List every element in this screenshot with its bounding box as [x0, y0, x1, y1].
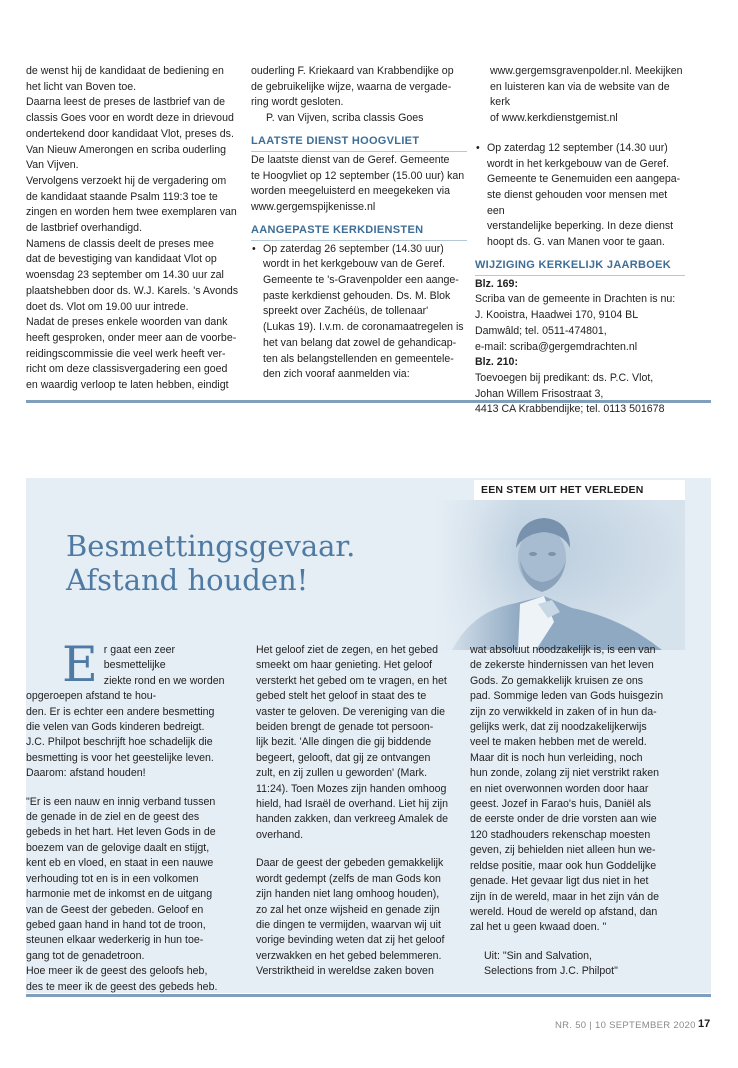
text-line: zingen en worden hem twee exemplaren van — [26, 206, 237, 219]
text-line: begeert, gelooft, dat gij ze ontvangen — [256, 751, 431, 764]
text-line: en niet overwonnen worden door haar — [470, 782, 649, 795]
text-line: Het geloof ziet de zegen, en het gebed — [256, 644, 438, 656]
text-line: hoopt ds. G. van Manen voor te gaan. — [487, 236, 665, 249]
text-line: opgeroepen afstand te hou- — [26, 690, 157, 703]
text-line: Daarom: afstand houden! — [26, 767, 146, 780]
text-line: Gods. Zo gemakkelijk kruisen ze ons — [470, 674, 644, 687]
section-divider-top — [26, 400, 711, 403]
text-line: en waardig verloop te laten hebben, eindigt — [26, 379, 229, 392]
aangepaste-heading: AANGEPASTE KERKDIENSTEN — [251, 223, 424, 236]
text-line: verhouding tot en is in een volkomen — [26, 872, 199, 885]
page-number: 17 — [698, 1018, 711, 1030]
text-line: die dingen te vermijden, waarvan wij uit — [256, 918, 441, 931]
text-line: van de Geest der gebeden. Geloof en — [26, 903, 204, 916]
text-line: de eerste onder de drie vorsten aan wie — [470, 813, 657, 826]
text-line: genade. Het gevaar ligt dus niet in het — [470, 875, 649, 888]
continued-text — [475, 64, 685, 127]
text-line: richt om deze classisvergadering een goed — [26, 363, 228, 376]
text-line: dat de bevestiging van kandidaat Vlot op — [26, 253, 217, 266]
text-line: gelijks werk, dat zij noodzakelijkerwijs — [470, 721, 647, 734]
text-line: geest. Jozef in Farao's huis, Daniël als — [470, 798, 652, 811]
text-line: die velen van Gods kinderen bedreigt. — [26, 721, 205, 734]
text-line: wordt in het kerkgebouw van de Geref. — [263, 258, 445, 271]
text-line: reldse positie, maar ook hun Goddelijke — [470, 859, 657, 872]
text-line: des te meer ik de geest des gebeds heb. — [26, 980, 218, 993]
bullet-item — [475, 141, 685, 251]
text-line: Maar dit is noch hun verleiding, noch — [470, 751, 643, 764]
text-line: gebed gaan hand in hand tot de troon, — [26, 918, 206, 931]
text-line: lijk bezit. 'Alle dingen die gij biddende — [256, 736, 432, 749]
text-line: • Op zaterdag 26 september (14.30 uur) — [263, 242, 444, 255]
text-line: gebeds in het hart. Het leven Gods in de — [26, 826, 216, 839]
text-line: het licht van Boven toe. — [26, 80, 137, 93]
text-line: spreekt over Zachéüs, de tollenaar' — [263, 305, 429, 318]
text-line: worden meegeluisterd en meegekeken via — [251, 185, 451, 198]
text-line: Gemeente te 's-Gravenpolder een aange- — [263, 274, 459, 287]
text-line: ouderling F. Kriekaard van Krabbendijke op — [251, 65, 454, 77]
hoogvliet-heading: LAATSTE DIENST HOOGVLIET — [251, 134, 420, 147]
text-line: besmetting is voor het geestelijke leven. — [26, 751, 214, 764]
text-line: de lastbrief overhandigd. — [26, 222, 143, 235]
text-line: De laatste dienst van de Geref. Gemeente — [251, 153, 450, 166]
text-line: en luisteren kan via de website van de kerk — [490, 80, 670, 109]
text-line: (Lukas 19). I.v.m. de coronamaatregelen is — [263, 321, 464, 334]
text-line: wereld. Houd de wereld op afstand, dan — [470, 905, 658, 918]
text-line: 120 stadhouders rekenschap moesten — [470, 828, 651, 841]
text-line: e-mail: scriba@gergemdrachten.nl — [475, 340, 638, 353]
top-column-2 — [251, 64, 467, 383]
text-line: zijn zo verwikkeld in zaken of in hun da- — [470, 705, 657, 718]
text-line: ziekte rond en we worden — [103, 674, 225, 687]
text-line: ring wordt gesloten. — [251, 96, 344, 109]
text-line: Vervolgens verzoekt hij de vergadering om — [26, 174, 227, 187]
text-line: wordt in het kerkgebouw van de Geref. — [487, 157, 669, 170]
text-line: veel te maken hebben met de wereld. — [470, 736, 647, 749]
text-line: Gemeente te Genemuiden een aangepa- — [487, 173, 681, 186]
article-column-1 — [26, 636, 236, 995]
citation-line: Selections from J.C. Philpot" — [484, 965, 618, 978]
text-line: Daar de geest der gebeden gemakkelijk — [256, 857, 444, 870]
text-line: woensdag 23 september om 14.30 uur zal — [26, 269, 224, 282]
text-line: pad. Sommige leden van Gods huisgezin — [470, 690, 664, 703]
top-column-1 — [26, 64, 242, 394]
text-line: beiden brengt de genade tot persoon- — [256, 721, 434, 734]
text-line: zo zal het onze wijsheid en genade zijn — [256, 903, 440, 916]
text-line: doet ds. Vlot om 19.00 uur intrede. — [26, 300, 189, 313]
text-line: www.gergemsgravenpolder.nl. Meekijken — [490, 65, 683, 77]
text-line: verzwakken en het gebed belemmeren. — [256, 949, 442, 962]
text-line: Van Nieuw Amerongen en scriba ouderling — [26, 143, 227, 156]
section-label: EEN STEM UIT HET VERLEDEN — [474, 480, 685, 500]
text-line: den zich vooraf aanmelden via: — [263, 368, 410, 381]
text-line: Scriba van de gemeente in Drachten is nu: — [475, 293, 676, 306]
top-column-3 — [475, 64, 685, 418]
text-line: zijn ín de wereld, maar in het zijn ván de — [470, 890, 660, 903]
text-line: Namens de classis deelt de preses mee — [26, 237, 214, 250]
text-line: den. Er is echter een andere besmetting — [26, 705, 215, 718]
portrait-illustration — [432, 500, 685, 650]
title-line-2: Afstand houden! — [66, 563, 309, 597]
text-line: wordt gedempt (zelfs de man Gods kon — [256, 872, 441, 885]
text-line: harmonie met de inkomst en de uitgang — [26, 888, 213, 901]
text-line: Nadat de preses enkele woorden van dank — [26, 316, 228, 329]
article-column-3 — [470, 643, 680, 980]
text-line: verstandelijke beperking. In deze dienst — [487, 220, 674, 233]
divider — [251, 240, 467, 241]
text-line: J. Kooistra, Haadwei 170, 9104 BL — [475, 309, 639, 322]
text-line: Johan Willem Frisostraat 3, — [475, 387, 604, 400]
text-line: Damwâld; tel. 0511-474801, — [475, 324, 607, 337]
text-line: 4413 CA Krabbendijke; tel. 0113 501678 — [475, 403, 665, 416]
text-line: gebed stelt het geloof in staat des te — [256, 690, 427, 703]
text-line: paste kerkdienst gehouden. Ds. M. Blok — [263, 289, 451, 302]
bullet-item — [251, 242, 467, 383]
text-line: handen zakken, dan verkreeg Amalek de — [256, 813, 448, 826]
text-line: de wenst hij de kandidaat de bediening en — [26, 65, 224, 77]
text-line: of www.kerkdienstgemist.nl — [490, 112, 618, 125]
text-line: hield, had Israël de overhand. Liet hij zijn — [256, 798, 448, 811]
signature: P. van Vijven, scriba classis Goes — [266, 112, 424, 125]
text-line: zult, en zij zullen u geworden' (Mark. — [256, 767, 428, 780]
divider — [475, 275, 685, 276]
text-line: Hoe meer ik de geest des geloofs heb, — [26, 965, 208, 978]
text-line: heeft gesproken, onder meer aan de voorbe- — [26, 331, 237, 344]
text-line: overhand. — [256, 828, 304, 841]
text-line: zijn handen niet lang omhoog houden), — [256, 888, 440, 901]
text-line: de zekerste hindernissen van het leven — [470, 659, 654, 672]
text-line: zal het u geen kwaad doen. " — [470, 921, 607, 934]
text-line: te Hoogvliet op 12 september (15.00 uur) kan — [251, 169, 465, 182]
text-line: de kandidaat staande Psalm 119:3 toe te — [26, 190, 218, 203]
text-line: de genade in de ziel en de geest des — [26, 811, 200, 824]
text-line: Daarna leest de preses de lastbrief van de — [26, 96, 226, 109]
text-line: reidingscommissie die veel werk heeft ver- — [26, 347, 226, 360]
text-line: Verstriktheid in wereldse zaken boven — [256, 965, 434, 978]
text-line: classis Goes voor en wordt deze in drievoud — [26, 112, 234, 125]
text-line: ten als belangstellenden en gemeentele- — [263, 352, 454, 365]
jaarboek-heading: WIJZIGING KERKELIJK JAARBOEK — [475, 258, 672, 271]
text-line: Van Vijven. — [26, 159, 79, 172]
text-line: geven, zij behielden niet alleen hun we- — [470, 844, 656, 857]
citation-line: Uit: "Sin and Salvation, — [484, 949, 592, 962]
text-line: versterkt het gebed om te vragen, en het — [256, 674, 447, 687]
text-line: J.C. Philpot beschrijft hoe schadelijk die — [26, 736, 213, 749]
blz-169-label: Blz. 169: — [475, 277, 518, 290]
section-divider-bottom — [26, 994, 711, 997]
text-line: het van belang dat zowel de gehandicap- — [263, 336, 457, 349]
text-line: r gaat een zeer besmettelijke — [103, 644, 176, 672]
text-line: ondertekend door kandidaat Vlot, preses ds. — [26, 127, 234, 140]
text-line: vorige bevinding weten dat zij het geloof — [256, 934, 445, 947]
title-line-1: Besmettingsgevaar. — [66, 529, 356, 563]
article-column-2 — [256, 643, 466, 980]
drop-cap: E — [62, 636, 98, 693]
text-line: smeekt om haar genieting. Het geloof — [256, 659, 433, 672]
text-line: ste dienst gehouden voor mensen met een — [487, 188, 668, 217]
text-line: steunen elkaar wederkerig in hun toe- — [26, 934, 204, 947]
text-line: "Er is een nauw en innig verband tussen — [26, 795, 216, 808]
text-line: wat absoluut noodzakelijk is, is een van — [470, 644, 656, 656]
text-line: vaster te geloven. De vereniging van die — [256, 705, 446, 718]
text-line: boezem van de gelovige daalt en stijgt, — [26, 841, 210, 854]
text-line: • Op zaterdag 12 september (14.30 uur) — [487, 141, 668, 154]
text-line: hun zonde, zolang zij niet verstrikt raken — [470, 767, 660, 780]
text-line: 11:24). Toen Mozes zijn handen omhoog — [256, 782, 447, 795]
text-line: de gebruikelijke wijze, waarna de vergade- — [251, 80, 452, 93]
issue-info: NR. 50 | 10 SEPTEMBER 2020 — [555, 1020, 696, 1031]
text-line: plaatshebben door ds. W.J. Karels. 's Avonds — [26, 284, 239, 297]
text-line: gang tot de genadetroon. — [26, 949, 145, 962]
text-line: Toevoegen bij predikant: ds. P.C. Vlot, — [475, 371, 654, 384]
divider — [251, 151, 467, 152]
text-line: kent eb en vloed, en staat in een nauwe — [26, 857, 214, 870]
blz-210-label: Blz. 210: — [475, 356, 518, 369]
article-title — [66, 529, 446, 597]
hoogvliet-link: www.gergemspijkenisse.nl — [251, 200, 376, 213]
